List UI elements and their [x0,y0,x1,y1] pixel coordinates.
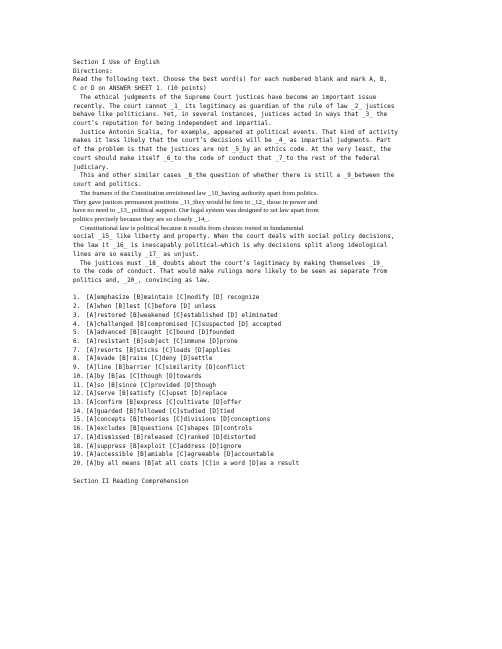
option-text: [A]concepts [B]theories [C]divisions [D]conceptions [86,416,271,424]
option-item [73,373,433,382]
spacer [73,286,433,295]
option-number: 13. [73,399,84,407]
option-number: 1. [73,294,81,302]
exam-document [73,59,433,486]
passage-line: to the code of conduct. That would make rulings more likely to be seen as separate from [73,268,388,276]
option-item [73,390,433,399]
passage-line: court should make itself _6_to the code of conduct that _7_to the rest of the federal [73,154,381,162]
option-number: 9. [73,364,81,372]
passage-line: The framers of the Constitution envisioned law _10_having authority apart from politics. [80,189,319,197]
passage-line: makes it less likely that the court’s decisions will be _4_ as impartial judgments. Part [73,137,391,145]
option-text: [A]so [B]since [C]provided [D]though [86,381,217,389]
passage-line: recently. The court cannot _1_ its legitimacy as guardian of the rule of law _2_ justices [73,102,395,110]
passage-line: court and politics. [73,181,142,189]
passage-line: politics and, _20_, convincing as law. [73,276,211,284]
passage-line: social _15_ like liberty and property. When the court deals with social policy decisions, [73,233,395,241]
directions-line: C or D on ANSWER SHEET 1. (10 points) [73,85,207,93]
option-number: 11. [73,381,84,389]
option-number: 14. [73,407,84,415]
option-text: [A]resistant [B]subject [C]immune [D]prone [86,338,238,345]
option-item [73,294,433,303]
option-number: 4. [73,320,81,328]
passage-line: The ethical judgments of the Supreme Court justices have become an important issue [80,93,377,101]
option-text: [A]dismissed [B]released [C]ranked [D]distorted [86,433,256,441]
option-item [73,347,433,356]
option-text: [A]confirm [B]express [C]cultivate [D]offer [86,399,242,407]
option-text: [A]restored [B]weakened [C]established [D] eliminated [86,311,278,319]
option-item [73,338,433,347]
passage-line: the law it _16_ is inescapably political—which is why decisions split along ideological [73,242,388,250]
option-item [73,321,433,330]
option-item [73,425,433,434]
option-number: 2. [73,303,81,311]
option-number: 12. [73,390,84,398]
passage-line: This and other similar cases _8_the question of whether there is still a _9_between the [80,172,395,180]
passage-line: behave like politicians. Yet, in several instances, justices acted in ways that _3_ the [73,111,388,119]
passage-line: lines are so easily _17_ as unjust. [73,250,200,258]
section-title: Section II Reading Comprehension [73,477,189,485]
option-text: [A]challenged [B]compromised [C]suspected [D] accepted [86,320,282,328]
option-number: 19. [73,451,84,459]
option-text: [A]evade [B]raise [C]deny [D]settle [86,355,213,363]
passage-line: court’s reputation for being independent and impartial. [73,120,272,128]
passage-line: Justice Antonin Scalia, for example, appeared at political events. That kind of activity [80,128,398,136]
option-number: 3. [73,311,81,319]
option-item [73,364,433,373]
passage-line: politics precisely because they are so closely _14_. [73,215,210,223]
option-item [73,303,433,312]
option-number: 17. [73,433,84,441]
option-text: [A]by all means [B]at all costs [C]in a word [D]as a result [86,460,300,468]
passage-line: The justices must _18_ doubts about the court’s legitimacy by making themselves _19_ [80,259,384,267]
directions-label: Directions: [73,67,113,75]
option-number: 5. [73,329,81,337]
option-number: 8. [73,355,81,363]
option-text: [A]serve [B]satisfy [C]upset [D]replace [86,390,227,398]
passage-line: Constitutional law is political because it results from choices rooted in fundamental [80,224,304,232]
option-text: [A]when [B]lest [C]before [D] unless [86,303,217,311]
passage-line: of the problem is that the justices are not _5_by an ethics code. At the very least, the [73,146,391,154]
passage-line: have no need to _13_ political support. Our legal system was designed to set law apart from [73,207,319,215]
option-text: [A]accessible [B]amiable [C]agreeable [D]accountable [86,451,274,459]
option-item [73,329,433,338]
option-item [73,443,433,452]
option-text: [A]suppress [B]exploit [C]address [D]ignore [86,442,242,450]
option-text: [A]line [B]barrier [C]similarity [D]conflict [86,364,245,372]
spacer [73,469,433,478]
option-text: [A]by [B]as [C]though [D]towards [86,372,202,380]
option-number: 16. [73,425,84,433]
option-item [73,460,433,469]
option-text: [A]excludes [B]questions [C]shapes [D]controls [86,425,253,433]
option-item [73,355,433,364]
option-number: 20. [73,460,84,468]
option-text: [A]advanced [B]caught [C]bound [D]founded [86,329,235,337]
options-list [73,294,433,468]
option-text: [A]resorts [B]sticks [C]loads [D]applies [86,346,231,354]
directions-line: Read the following text. Choose the best word(s) for each numbered blank and mark A, B, [73,76,388,84]
option-item [73,451,433,460]
option-item [73,408,433,417]
passage-line: judiciary. [73,163,110,171]
option-item [73,312,433,321]
passage [73,94,433,286]
option-number: 7. [73,346,81,354]
option-text: [A]emphasize [B]maintain [C]modify [D] recognize [86,294,260,302]
option-item [73,416,433,425]
option-number: 15. [73,416,84,424]
option-number: 18. [73,442,84,450]
option-item [73,399,433,408]
option-number: 10. [73,372,84,380]
option-item [73,434,433,443]
option-number: 6. [73,338,81,345]
passage-line: They gave justices permanent positions _11_they would be free to _12_ those in power and [73,198,318,206]
option-item [73,382,433,391]
option-text: [A]guarded [B]followed [C]studied [D]tied [86,407,235,415]
section-title: Section I Use of English [73,59,160,66]
